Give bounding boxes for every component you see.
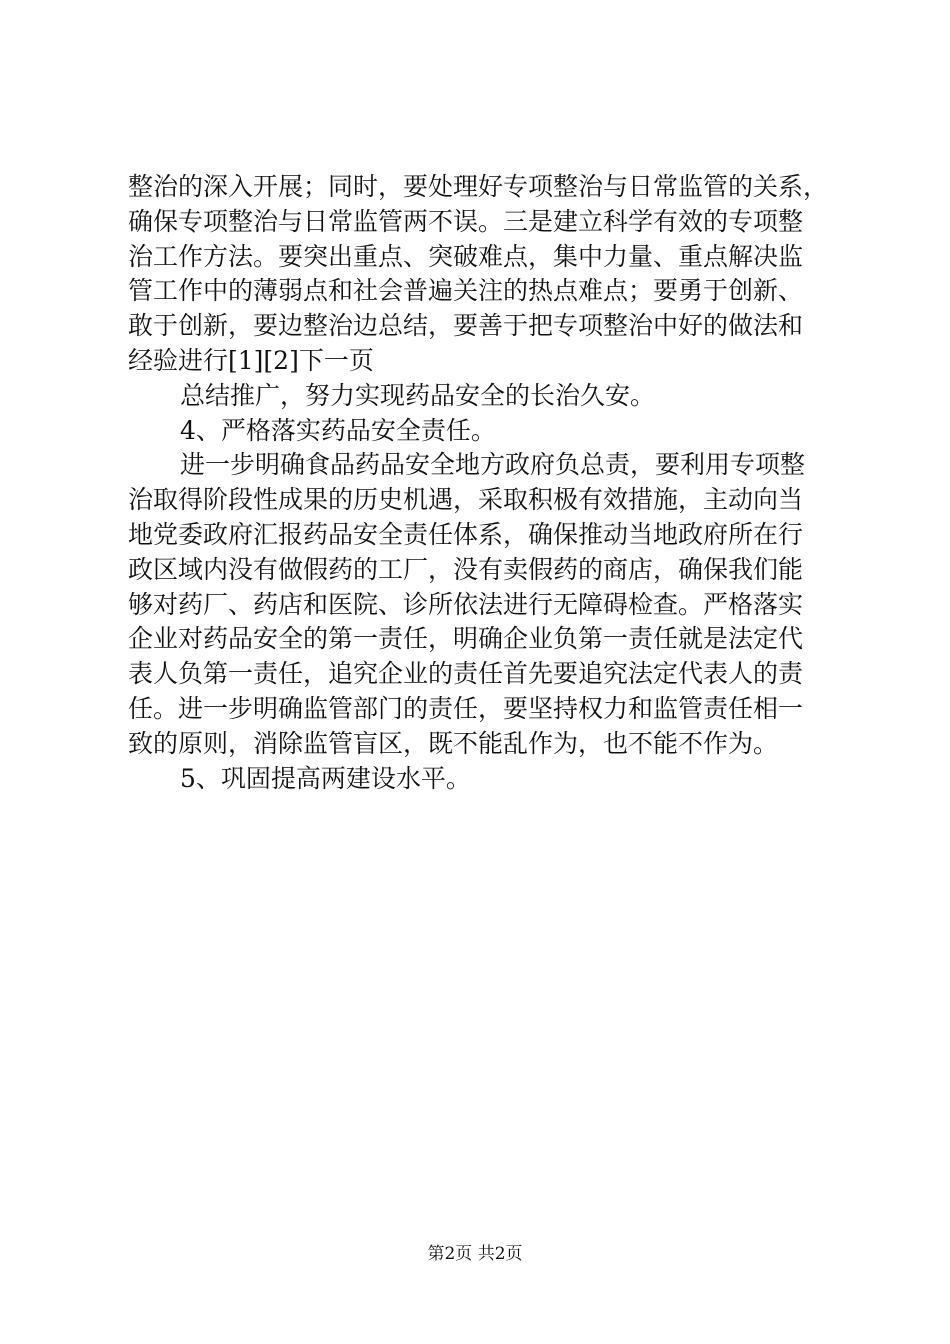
text-line: 表人负第一责任，追究企业的责任首先要追究法定代表人的责 [128, 659, 804, 689]
text-line: 够对药厂、药店和医院、诊所依法进行无障碍检查。严格落实 [128, 589, 804, 619]
text-line: 企业对药品安全的第一责任，明确企业负第一责任就是法定代 [128, 624, 804, 654]
text-line: 整治的深入开展；同时，要处理好专项整治与日常监管的关系， [128, 172, 829, 201]
text-line: 任。进一步明确监管部门的责任，要坚持权力和监管责任相一 [128, 693, 804, 723]
section-heading: 4、严格落实药品安全责任。 [180, 415, 496, 445]
page-footer [0, 1242, 950, 1266]
text-line: 确保专项整治与日常监管两不误。三是建立科学有效的专项整 [128, 206, 804, 236]
paragraph-first-line: 进一步明确食品药品安全地方政府负总责，要利用专项整 [180, 450, 806, 480]
text-line: 治工作方法。要突出重点、突破难点，集中力量、重点解决监 [128, 241, 804, 271]
paragraph-first-line: 总结推广，努力实现药品安全的长治久安。 [180, 380, 656, 410]
section-heading: 5、巩固提高两建设水平。 [180, 763, 471, 793]
page-number: 第2页 共2页 [427, 1244, 523, 1264]
text-line: 致的原则，消除监管盲区，既不能乱作为，也不能不作为。 [128, 728, 779, 758]
text-line: 管工作中的薄弱点和社会普遍关注的热点难点；要勇于创新、 [128, 276, 804, 306]
text-line: 敢于创新，要边整治边总结，要善于把专项整治中好的做法和 [128, 311, 804, 341]
text-line: 地党委政府汇报药品安全责任体系，确保推动当地政府所在行 [128, 519, 804, 549]
text-line-page-link: 经验进行[1][2]下一页 [128, 345, 374, 375]
text-line: 治取得阶段性成果的历史机遇，采取积极有效措施，主动向当 [128, 485, 804, 515]
text-line: 政区域内没有做假药的工厂，没有卖假药的商店，确保我们能 [128, 554, 804, 584]
body-text [128, 170, 844, 796]
